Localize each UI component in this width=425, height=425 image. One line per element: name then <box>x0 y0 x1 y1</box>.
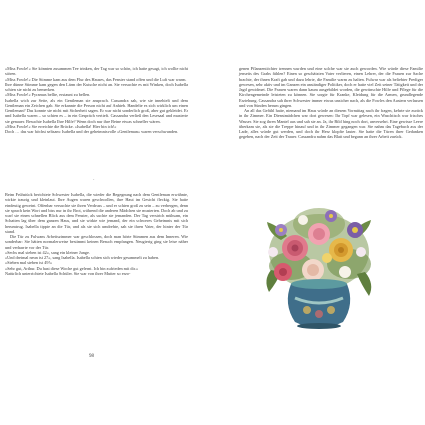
paragraph: »Miss Fowle!« Sie könnten zusammen Tee trinken, der Tag war so schön, ich hatte gesagt, ich wollte nicht stören. <box>5 66 188 77</box>
paragraph: »Miss Fowle!« Sie erreichte die Brücke. »Isabella! Hier bin ich!« <box>5 123 117 129</box>
text-block-upper <box>5 66 188 134</box>
paragraph: Die Tür zu Fulwans Arbeitszimmer war geschlossen, doch man hörte Stimmen aus dem Inneren. Wie sonderbar: Sie hätten normalerweise bestimmt keinen Besuch empfangen. Neugierig ging sie leise näher und verharrte vor der Tür. <box>5 234 188 250</box>
paragraph: Isabella wich zur Seite, als ein Gentleman sie ansprach. Cassandra sah, wie sie innehielt und dem Gentleman ein Zeichen gab. Sie erkannte die Person nicht auf Anhieb. Handelte es sich wirklich um einen Gentleman? Das konnte sie nicht mit Sicherheit sagen. Er war nicht sonderlich groß, aber gut gekleidet. Er und Isabella waren – so schien es – in ein Gespräch vertieft. Cassandra verließ den Lesesaal und musterte sie genauer. Besuchte Isabella Ihre Hilfe? Wenn doch nur ihre Beine etwas schneller wären. <box>5 97 188 124</box>
paragraph: »Miss Fowle!« Pyramus bellte, erstaunt zu bellen. <box>5 92 91 98</box>
paragraph: Beim Frühstück berichtete Schwester Isabella, die wieder die Begegnung nach dem Gentleman erwähnte, wirkte traurig und kleinlaut. Ihre Augen waren geschwollen, ihre Haut im Gesicht fleckig. Sie hatte eindeutig geweint. Offenbar versuchte sie ihren Verdruss – und er schien groß zu sein – zu verbergen, denn sie sprach kein Wort und biss nur in ihr Brot, während die anderen Mädchen sie musterten. Doch ab und zu warf sie einen schnellen Blick aus dem Fenster, als suchte sie jemanden. Der Tag verstrich mühsam, ein Schatten lag über dem ganzen Haus, und sie wirkte wie jemand, der ein schweres Geheimnis mit sich herumtrug. Isabella tippte an die Tür, und als sie sich umdrehte, sah sie ihren Vater, der hinter der Tür stand. <box>5 192 188 234</box>
paragraph: »Miss Fowle!« Die Stimme kam aus dem Flur des Hauses, das Fenster stand offen und die Luft war warm. <box>5 76 187 82</box>
right-page <box>213 0 425 425</box>
text-block-right <box>239 66 423 140</box>
paragraph: »Und dreimal neun ist 27«, sang Isabella. Isabella schien sich wieder gesammelt zu haben. <box>5 255 160 260</box>
paragraph: »Sieben mal sieben ist 49!« <box>5 260 52 266</box>
section-separator: · <box>93 178 95 183</box>
paragraph: genen Pflanzentöchter trennen wurden und eine solche war sie auch geworden. Wie würde diese Familie jenseits des Grabs fühlen? Einen so geschätzten Vater verlieren, einen Lehrer, der die Frauen zur Sache brachte, der ihnen Kraft gab und dazu lehrte, die Familie warm zu halten. Fulwar war als beliebter Prediger gewesen, sehr aktiv und im Ganzen ein anständiger Politiker, doch er hatte viel Zeit seiner Tätigkeit und der Jagd gewidmet. Die Frauen waren dann kaum ausgebildet worden, die gewünschte Hilfe und Pflege für die Kirchengemeinde leisteten zu können. Sie sorgte für Kranke, Kleidung für die Armen, grundlegende Erziehung. Cassandra sah ihrer Schwester immer etwas unsicher nach, als die Fowles den Austern verlassen und von Sünden herum gingen. <box>239 66 423 108</box>
paragraph: Ihre dünne Stimme kam gegen den Lärm der Kutsche nicht an. Sie versuchte es mit Winken, doch Isabella schien sie nicht zu bemerken. <box>5 81 188 92</box>
paragraph: An all das Gefühl hatte, niemand im Haus würde an diesem Vormittag nach ihr fragen, kehrte sie zurück in ihr Zimmer. Ein Dienstmädchen war dort gewesen: Ihr Topf war gelesen, ein Waschtisch war frisches Wasser. Sie zog ihren Mantel aus und sah sie an. Ja, ihr Bild hing noch dort, unversehrt. Eine gewisse Leere überkam sie, als sie die Treppe hinauf und in ihr Zimmer gegangen war. Sie nahm das Tagebuch aus der Lade, alles würde gut werden, und doch ihr Herz klopfte lauter. Sie hatte die Türen ihrer Gedanken gegeben, nach der Zeit der Trauer. Cassandra nahm das Blatt und begann an ihrer Arbeit zurück. <box>239 108 423 140</box>
flower-vase-illustration <box>261 200 377 334</box>
paragraph: Natürlich unterrichtete Isabella Schüler. Sie war von ihrer Mutter so erzo- <box>5 270 131 276</box>
text-block-lower <box>5 192 188 276</box>
paragraph: »Sehr gut, Arthur. Du hast diese Woche gut gelernt. Ich bin zufrieden mit dir.« <box>5 265 139 271</box>
left-page <box>0 0 212 425</box>
paragraph: »Sechs mal sieben ist 42«, sang ein kleiner Junge. <box>5 249 90 255</box>
page-number: 98 <box>89 354 94 359</box>
paragraph: Doch … das war höchst seltsam: Isabella und der geheimnisvolle »Gentleman« waren verschwunden. <box>5 129 179 134</box>
